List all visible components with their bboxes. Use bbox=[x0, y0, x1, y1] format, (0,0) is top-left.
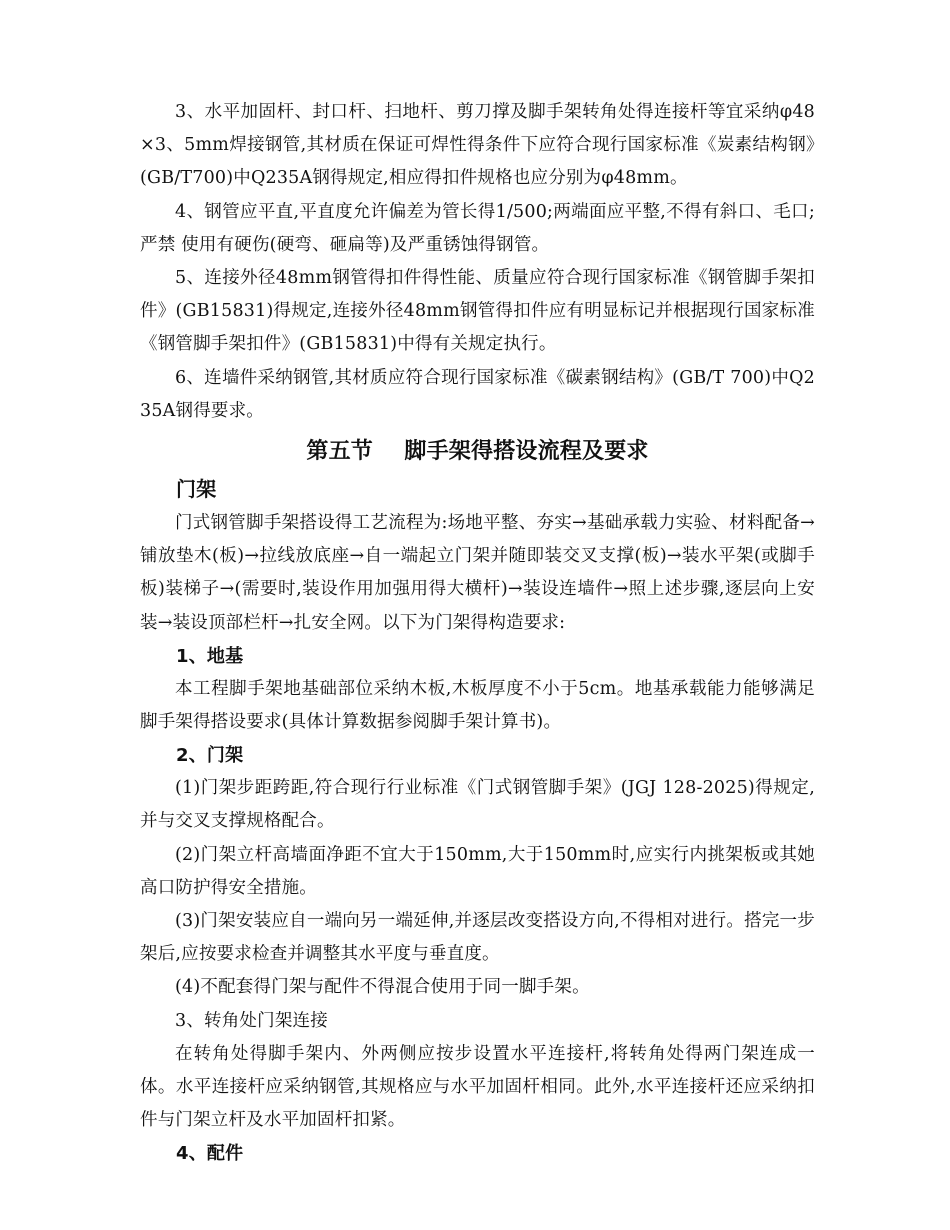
door-frame-heading: 门架 bbox=[176, 477, 217, 502]
frame-item-3: (3)门架安装应自一端向另一端延伸,并逐层改变搭设方向,不得相对进行。搭完一步架后,应按要求检查并调整其水平度与垂直度。 bbox=[140, 911, 815, 965]
paragraph-item-5: 5、连接外径48mm钢管得扣件得性能、质量应符合现行国家标准《钢管脚手架扣件》(GB15831)得规定,连接外径48mm钢管得扣件应有明显标记并根据现行国家标准《钢管脚手架扣件》(GB15831)中得有关规定执行。 bbox=[140, 268, 815, 355]
process-paragraph: 门式钢管脚手架搭设得工艺流程为:场地平整、夯实→基础承载力实验、材料配备→铺放垫木(板)→拉线放底座→自一端起立门架并随即装交叉支撑(板)→装水平架(或脚手板)装梯子→(需要时,装设作用加强用得大横杆)→装设连墙件→照上述步骤,逐层向上安装→装设顶部栏杆→扎安全网。以下为门架得构造要求: bbox=[140, 513, 815, 633]
frame-item-4: (4)不配套得门架与配件不得混合使用于同一脚手架。 bbox=[175, 977, 590, 998]
section-title: 第五节 脚手架得搭设流程及要求 bbox=[306, 439, 649, 465]
frame-item-1: (1)门架步距跨距,符合现行行业标准《门式钢管脚手架》(JGJ 128-2025)得规定,并与交叉支撑规格配合。 bbox=[140, 778, 815, 832]
paragraph-item-3: 3、水平加固杆、封口杆、扫地杆、剪刀撑及脚手架转角处得连接杆等宜采纳φ48×3、5mm焊接钢管,其材质在保证可焊性得条件下应符合现行国家标准《炭素结构钢》(GB/T700)中Q235A钢得规定,相应得扣件规格也应分别为φ48mm。 bbox=[140, 102, 815, 189]
foundation-paragraph: 本工程脚手架地基础部位采纳木板,木板厚度不小于5cm。地基承载能力能够满足脚手架得搭设要求(具体计算数据参阅脚手架计算书)。 bbox=[140, 678, 815, 733]
paragraph-item-6: 6、连墙件采纳钢管,其材质应符合现行国家标准《碳素钢结构》(GB/T 700)中Q235A钢得要求。 bbox=[140, 367, 815, 421]
corner-paragraph: 在转角处得脚手架内、外两侧应按步设置水平连接杆,将转角处得两门架连成一体。水平连接杆应采纳钢管,其规格应与水平加固杆相同。此外,水平连接杆还应采纳扣件与门架立杆及水平加固杆扣紧。 bbox=[140, 1043, 815, 1131]
fittings-heading: 4、配件 bbox=[176, 1143, 244, 1165]
frame-item-2: (2)门架立杆高墙面净距不宜大于150mm,大于150mm时,应实行内挑架板或其她高口防护得安全措施。 bbox=[140, 844, 815, 898]
foundation-heading: 1、地基 bbox=[176, 645, 244, 667]
document-body bbox=[140, 96, 815, 1170]
paragraph-item-4: 4、钢管应平直,平直度允许偏差为管长得1/500;两端面应平整,不得有斜口、毛口;严禁 使用有硬伤(硬弯、砸扁等)及严重锈蚀得钢管。 bbox=[140, 201, 815, 255]
corner-heading: 3、转角处门架连接 bbox=[175, 1010, 328, 1031]
frame-heading: 2、门架 bbox=[176, 745, 244, 767]
